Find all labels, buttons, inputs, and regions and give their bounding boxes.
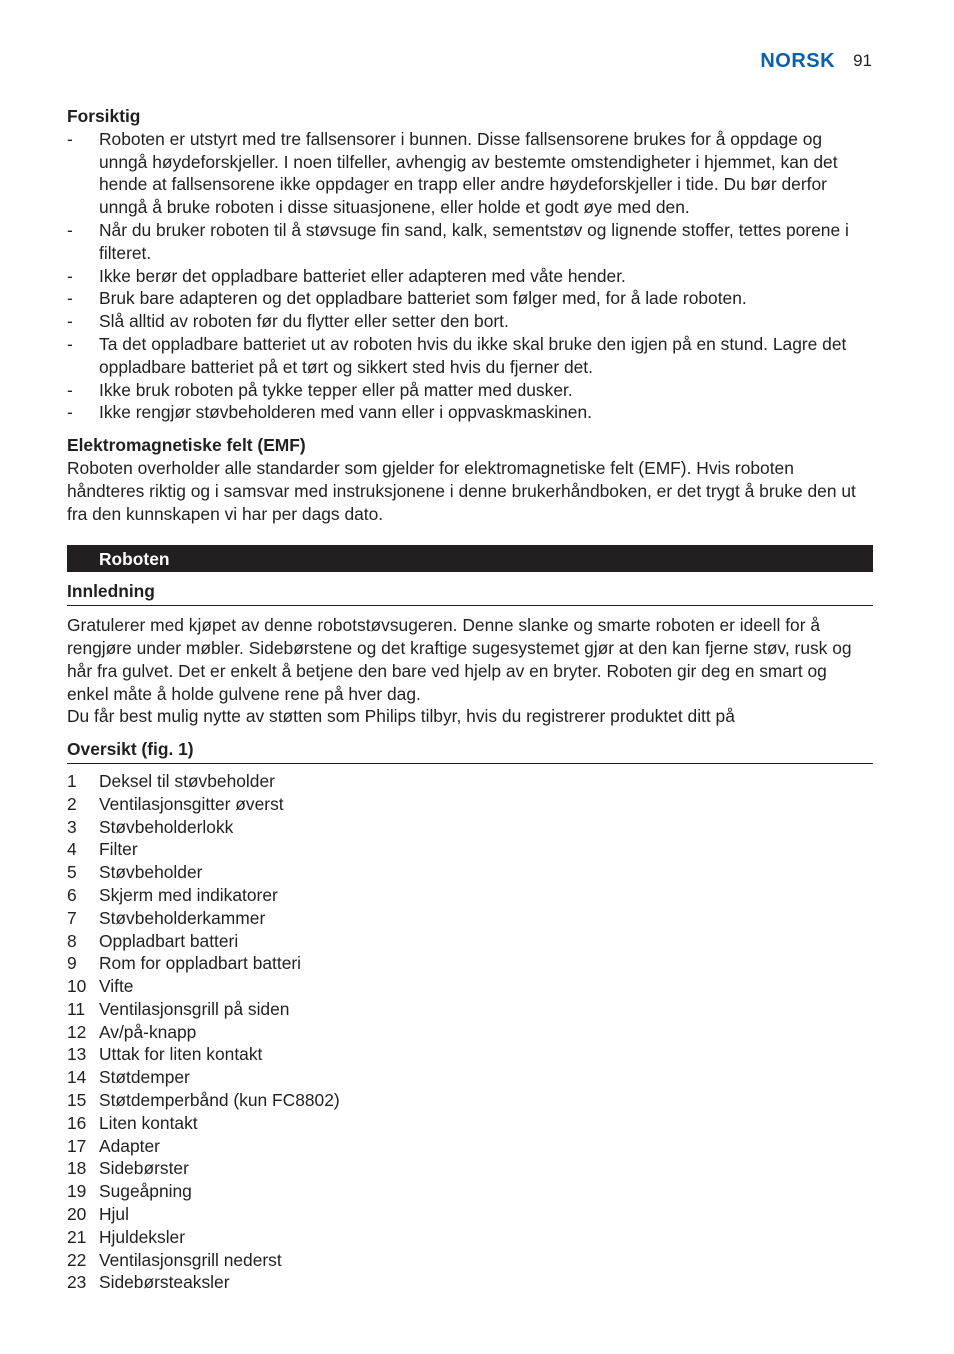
item-label: Filter xyxy=(99,839,138,860)
item-number: 8 xyxy=(67,930,77,951)
item-number: 17 xyxy=(67,1135,87,1156)
list-item xyxy=(67,816,873,839)
item-label: Av/på-knapp xyxy=(99,1021,197,1042)
list-item xyxy=(67,1021,873,1044)
item-number: 4 xyxy=(67,839,77,860)
item-number: 3 xyxy=(67,816,77,837)
section-title-bar: Roboten xyxy=(67,545,873,572)
item-number: 9 xyxy=(67,953,77,974)
item-label: Oppladbart batteri xyxy=(99,930,239,951)
list-item xyxy=(67,838,873,861)
intro-paragraph: Gratulerer med kjøpet av denne robotstøvsugeren. Denne slanke og smarte roboten er ideell for å rengjøre under møbler. Sidebørstene og det kraftige sugesystemet gjør at den kan fjerne støv, rusk og hår fra gulvet. Det er enkelt å betjene den bare ved hjelp av en bryter. Roboten gir deg en smart og enkel måte å holde gulvene rene på hver dag. xyxy=(67,615,852,704)
list-item xyxy=(67,1249,873,1272)
list-item xyxy=(67,975,873,998)
item-label: Hjul xyxy=(99,1204,129,1225)
list-item xyxy=(67,1043,873,1066)
item-number: 1 xyxy=(67,770,77,791)
item-label: Adapter xyxy=(99,1135,160,1156)
item-label: Støvbeholder xyxy=(99,862,203,883)
item-label: Hjuldeksler xyxy=(99,1226,186,1247)
list-item xyxy=(67,1226,873,1249)
item-label: Sidebørster xyxy=(99,1158,189,1179)
list-item xyxy=(67,884,873,907)
item-label: Ventilasjonsgitter øverst xyxy=(99,793,284,814)
caution-heading: Forsiktig xyxy=(67,106,141,126)
item-label: Støvbeholderlokk xyxy=(99,816,234,837)
item-number: 14 xyxy=(67,1067,87,1088)
item-number: 5 xyxy=(67,862,77,883)
item-number: 12 xyxy=(67,1021,87,1042)
item-label: Liten kontakt xyxy=(99,1112,198,1133)
caution-item: - Når du bruker roboten til å støvsuge fin sand, kalk, sementstøv og lignende stoffer, tettes porene i filteret. xyxy=(67,219,873,265)
item-label: Uttak for liten kontakt xyxy=(99,1044,263,1065)
item-label: Støtdemper xyxy=(99,1067,190,1088)
intro-heading: Innledning xyxy=(67,580,873,606)
item-label: Støtdemperbånd (kun FC8802) xyxy=(99,1090,340,1111)
item-number: 13 xyxy=(67,1044,87,1065)
language-label: NORSK xyxy=(760,49,836,72)
list-item xyxy=(67,861,873,884)
list-item xyxy=(67,952,873,975)
list-item xyxy=(67,770,873,793)
caution-item: - Roboten er utstyrt med tre fallsensorer i bunnen. Disse fallsensorene brukes for å oppdage og unngå høydeforskjeller. I noen tilfeller, avhengig av bestemte omstendigheter i hjemmet, kan det hende at fallsensorene ikke oppdager en trapp eller andre høydeforskjeller i tide. Du bør derfor unngå å bruke roboten i disse situasjonene, eller holde et godt øye med den. xyxy=(67,128,873,219)
overview-heading: Oversikt (fig. 1) xyxy=(67,738,873,764)
caution-item: - Ikke berør det oppladbare batteriet eller adapteren med våte hender. xyxy=(67,265,873,288)
item-label: Rom for oppladbart batteri xyxy=(99,953,302,974)
emf-heading: Elektromagnetiske felt (EMF) xyxy=(67,435,306,456)
item-number: 2 xyxy=(67,793,77,814)
list-item xyxy=(67,1066,873,1089)
list-item xyxy=(67,998,873,1021)
item-label: Deksel til støvbeholder xyxy=(99,770,275,791)
list-item xyxy=(67,1089,873,1112)
document-body xyxy=(67,105,873,1294)
item-number: 21 xyxy=(67,1226,87,1247)
list-item xyxy=(67,1271,873,1294)
item-label: Ventilasjonsgrill nederst xyxy=(99,1249,282,1270)
item-label: Sidebørsteaksler xyxy=(99,1272,230,1293)
list-item xyxy=(67,1112,873,1135)
intro-registration-paragraph: Du får best mulig nytte av støtten som Philips tilbyr, hvis du registrerer produktet ditt på xyxy=(67,706,735,727)
item-number: 18 xyxy=(67,1158,87,1179)
item-number: 23 xyxy=(67,1272,87,1293)
caution-item: - Slå alltid av roboten før du flytter eller setter den bort. xyxy=(67,310,873,333)
caution-item: - Ikke bruk roboten på tykke tepper eller på matter med dusker. xyxy=(67,379,873,402)
item-number: 15 xyxy=(67,1090,87,1111)
caution-list xyxy=(67,128,873,424)
item-label: Sugeåpning xyxy=(99,1181,192,1202)
item-number: 22 xyxy=(67,1249,87,1270)
caution-item: - Ikke rengjør støvbeholderen med vann eller i oppvaskmaskinen. xyxy=(67,401,873,424)
list-item xyxy=(67,930,873,953)
item-label: Skjerm med indikatorer xyxy=(99,884,278,905)
caution-item: - Bruk bare adapteren og det oppladbare batteriet som følger med, for å lade roboten. xyxy=(67,287,873,310)
list-item xyxy=(67,907,873,930)
item-number: 11 xyxy=(67,998,86,1019)
item-label: Ventilasjonsgrill på siden xyxy=(99,998,290,1019)
item-number: 10 xyxy=(67,976,87,997)
list-item xyxy=(67,1203,873,1226)
emf-text: Roboten overholder alle standarder som gjelder for elektromagnetiske felt (EMF). Hvis roboten håndteres riktig og i samsvar med instruksjonene i denne brukerhåndboken, er det trygt å bruke den ut fra den kunnskapen vi har per dags dato. xyxy=(67,457,856,524)
item-number: 16 xyxy=(67,1112,87,1133)
list-item xyxy=(67,1180,873,1203)
page-header xyxy=(760,46,872,76)
item-label: Støvbeholderkammer xyxy=(99,907,266,928)
item-number: 20 xyxy=(67,1204,87,1225)
list-item xyxy=(67,1135,873,1158)
overview-list xyxy=(67,770,873,1294)
page-number: 91 xyxy=(853,51,872,70)
caution-item: - Ta det oppladbare batteriet ut av roboten hvis du ikke skal bruke den igjen på en stund. Lagre det oppladbare batteriet på et tørt og sikkert sted hvis du fjerner det. xyxy=(67,333,873,379)
item-number: 6 xyxy=(67,884,77,905)
item-number: 19 xyxy=(67,1181,87,1202)
item-label: Vifte xyxy=(99,976,134,997)
list-item xyxy=(67,793,873,816)
item-number: 7 xyxy=(67,907,77,928)
list-item xyxy=(67,1157,873,1180)
